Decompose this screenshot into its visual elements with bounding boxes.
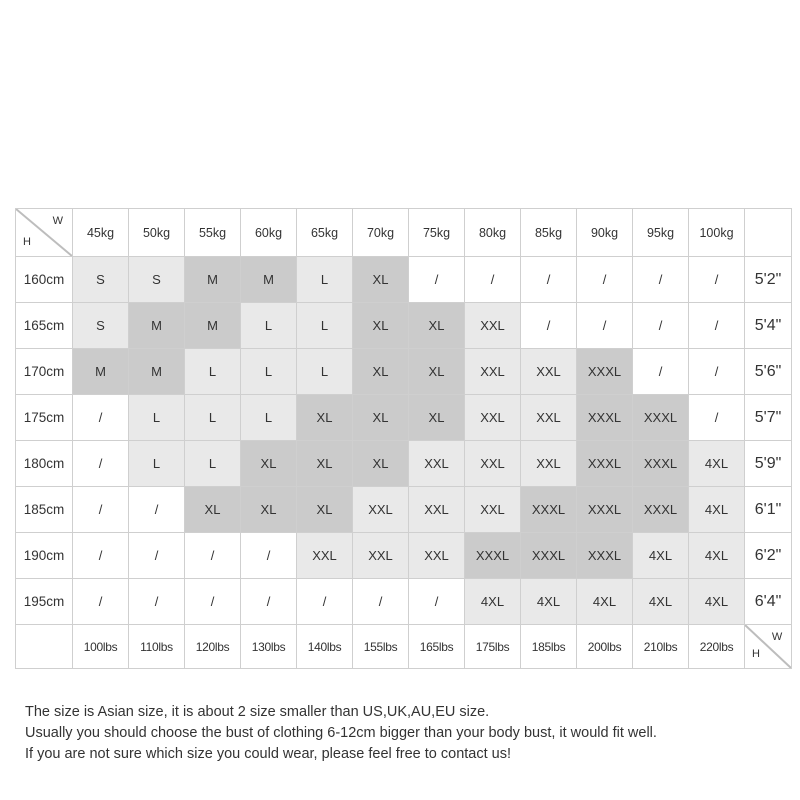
size-cell: XXXL [577, 395, 633, 441]
size-cell: XXL [465, 349, 521, 395]
size-notes [25, 702, 785, 765]
size-cell: / [409, 257, 465, 303]
size-cell: L [185, 395, 241, 441]
note-line-3: If you are not sure which size you could wear, please feel free to contact us! [25, 746, 512, 762]
height-cm-cell: 175cm [16, 395, 73, 441]
size-cell: / [73, 395, 129, 441]
size-cell: / [577, 303, 633, 349]
size-cell: XXL [409, 533, 465, 579]
size-cell: / [73, 579, 129, 625]
size-cell: / [689, 303, 745, 349]
size-cell: / [633, 257, 689, 303]
weight-header-cell: 80kg [465, 209, 521, 257]
size-cell: XXL [465, 441, 521, 487]
size-cell: XXXL [577, 487, 633, 533]
note-line-1: The size is Asian size, it is about 2 size smaller than US,UK,AU,EU size. [25, 704, 490, 720]
height-feet-cell: 6'2" [745, 533, 792, 579]
size-cell: / [689, 395, 745, 441]
size-cell: M [185, 257, 241, 303]
size-cell: L [241, 303, 297, 349]
corner-diagonal [745, 625, 791, 668]
header-empty-cell [745, 209, 792, 257]
size-cell: / [633, 303, 689, 349]
size-cell: XXXL [577, 349, 633, 395]
weight-header-cell: 55kg [185, 209, 241, 257]
pounds-cell: 210lbs [633, 625, 689, 669]
table-row [16, 533, 792, 579]
size-cell: M [129, 349, 185, 395]
size-cell: XXXL [521, 533, 577, 579]
height-feet-cell: 5'9" [745, 441, 792, 487]
size-cell: L [297, 349, 353, 395]
size-cell: / [409, 579, 465, 625]
size-cell: M [185, 303, 241, 349]
weight-header-cell: 50kg [129, 209, 185, 257]
corner-h-label: H [752, 648, 760, 660]
size-cell: / [185, 533, 241, 579]
size-cell: / [73, 533, 129, 579]
size-cell: XL [297, 487, 353, 533]
size-cell: XXXL [633, 441, 689, 487]
size-cell: XXL [521, 395, 577, 441]
corner-cell-top [16, 209, 73, 257]
size-cell: L [185, 349, 241, 395]
size-cell: / [73, 487, 129, 533]
size-cell: / [241, 579, 297, 625]
table-row [16, 441, 792, 487]
size-cell: / [689, 257, 745, 303]
size-cell: 4XL [689, 579, 745, 625]
size-cell: XL [353, 395, 409, 441]
size-cell: 4XL [689, 533, 745, 579]
size-cell: / [465, 257, 521, 303]
size-cell: L [241, 395, 297, 441]
size-cell: XXXL [465, 533, 521, 579]
pounds-cell: 130lbs [241, 625, 297, 669]
weight-header-cell: 100kg [689, 209, 745, 257]
pounds-cell: 155lbs [353, 625, 409, 669]
weight-header-cell: 95kg [633, 209, 689, 257]
size-cell: 4XL [633, 579, 689, 625]
size-cell: S [129, 257, 185, 303]
height-feet-cell: 6'1" [745, 487, 792, 533]
corner-diagonal [16, 209, 72, 256]
height-cm-cell: 195cm [16, 579, 73, 625]
size-cell: XXXL [633, 487, 689, 533]
size-cell: / [297, 579, 353, 625]
pounds-footer-row [16, 625, 792, 669]
size-cell: M [129, 303, 185, 349]
weight-header-cell: 70kg [353, 209, 409, 257]
size-cell: L [297, 257, 353, 303]
pounds-cell: 165lbs [409, 625, 465, 669]
height-cm-cell: 180cm [16, 441, 73, 487]
pounds-cell: 185lbs [521, 625, 577, 669]
height-cm-cell: 165cm [16, 303, 73, 349]
size-cell: XL [185, 487, 241, 533]
corner-h-label: H [23, 236, 31, 248]
size-cell: M [73, 349, 129, 395]
size-cell: / [129, 487, 185, 533]
height-feet-cell: 6'4" [745, 579, 792, 625]
size-cell: L [185, 441, 241, 487]
size-cell: / [73, 441, 129, 487]
size-cell: / [689, 349, 745, 395]
size-cell: XXL [521, 441, 577, 487]
size-cell: S [73, 257, 129, 303]
size-cell: XXL [521, 349, 577, 395]
size-cell: XXL [409, 487, 465, 533]
size-cell: XXL [409, 441, 465, 487]
note-line-2: Usually you should choose the bust of clothing 6-12cm bigger than your body bust, it would fit well. [25, 725, 657, 741]
pounds-cell: 140lbs [297, 625, 353, 669]
size-cell: XL [353, 349, 409, 395]
size-cell: XXL [297, 533, 353, 579]
height-cm-cell: 160cm [16, 257, 73, 303]
size-cell: 4XL [633, 533, 689, 579]
size-cell: 4XL [577, 579, 633, 625]
weight-header-cell: 60kg [241, 209, 297, 257]
height-cm-cell: 185cm [16, 487, 73, 533]
pounds-cell: 220lbs [689, 625, 745, 669]
height-feet-cell: 5'4" [745, 303, 792, 349]
table-row [16, 395, 792, 441]
pounds-cell: 120lbs [185, 625, 241, 669]
size-cell: / [129, 579, 185, 625]
height-cm-cell: 170cm [16, 349, 73, 395]
size-cell: / [521, 257, 577, 303]
size-chart-table [15, 208, 792, 669]
pounds-cell: 110lbs [129, 625, 185, 669]
size-cell: L [297, 303, 353, 349]
weight-header-row [16, 209, 792, 257]
size-cell: L [129, 441, 185, 487]
size-cell: XL [297, 395, 353, 441]
size-cell: XL [409, 349, 465, 395]
size-cell: XXL [465, 303, 521, 349]
size-cell: XL [241, 441, 297, 487]
size-cell: / [185, 579, 241, 625]
table-row [16, 349, 792, 395]
corner-cell-bottom [745, 625, 792, 669]
size-cell: XL [297, 441, 353, 487]
size-cell: M [241, 257, 297, 303]
size-cell: 4XL [521, 579, 577, 625]
weight-header-cell: 45kg [73, 209, 129, 257]
weight-header-cell: 75kg [409, 209, 465, 257]
pounds-cell: 175lbs [465, 625, 521, 669]
size-cell: XXL [465, 487, 521, 533]
table-row [16, 487, 792, 533]
size-cell: 4XL [689, 441, 745, 487]
table-row [16, 579, 792, 625]
size-cell: S [73, 303, 129, 349]
height-feet-cell: 5'6" [745, 349, 792, 395]
size-cell: L [129, 395, 185, 441]
size-cell: / [129, 533, 185, 579]
size-cell: XL [241, 487, 297, 533]
table-row [16, 303, 792, 349]
corner-w-label: W [52, 215, 63, 227]
size-cell: / [577, 257, 633, 303]
size-cell: XXL [353, 487, 409, 533]
weight-header-cell: 90kg [577, 209, 633, 257]
size-cell: XL [353, 441, 409, 487]
height-feet-cell: 5'7" [745, 395, 792, 441]
height-feet-cell: 5'2" [745, 257, 792, 303]
size-cell: XL [409, 395, 465, 441]
size-cell: XL [353, 303, 409, 349]
size-cell: / [521, 303, 577, 349]
corner-w-label: W [771, 631, 782, 643]
size-cell: XXL [353, 533, 409, 579]
height-cm-cell: 190cm [16, 533, 73, 579]
size-cell: 4XL [465, 579, 521, 625]
pounds-cell: 200lbs [577, 625, 633, 669]
size-cell: / [241, 533, 297, 579]
size-cell: 4XL [689, 487, 745, 533]
size-cell: XXL [465, 395, 521, 441]
weight-header-cell: 85kg [521, 209, 577, 257]
size-cell: XXXL [521, 487, 577, 533]
size-cell: L [241, 349, 297, 395]
size-cell: XL [409, 303, 465, 349]
footer-empty-cell [16, 625, 73, 669]
size-cell: XXXL [633, 395, 689, 441]
size-cell: XL [353, 257, 409, 303]
weight-header-cell: 65kg [297, 209, 353, 257]
size-cell: XXXL [577, 441, 633, 487]
size-cell: XXXL [577, 533, 633, 579]
size-cell: / [353, 579, 409, 625]
size-cell: / [633, 349, 689, 395]
table-row [16, 257, 792, 303]
pounds-cell: 100lbs [73, 625, 129, 669]
